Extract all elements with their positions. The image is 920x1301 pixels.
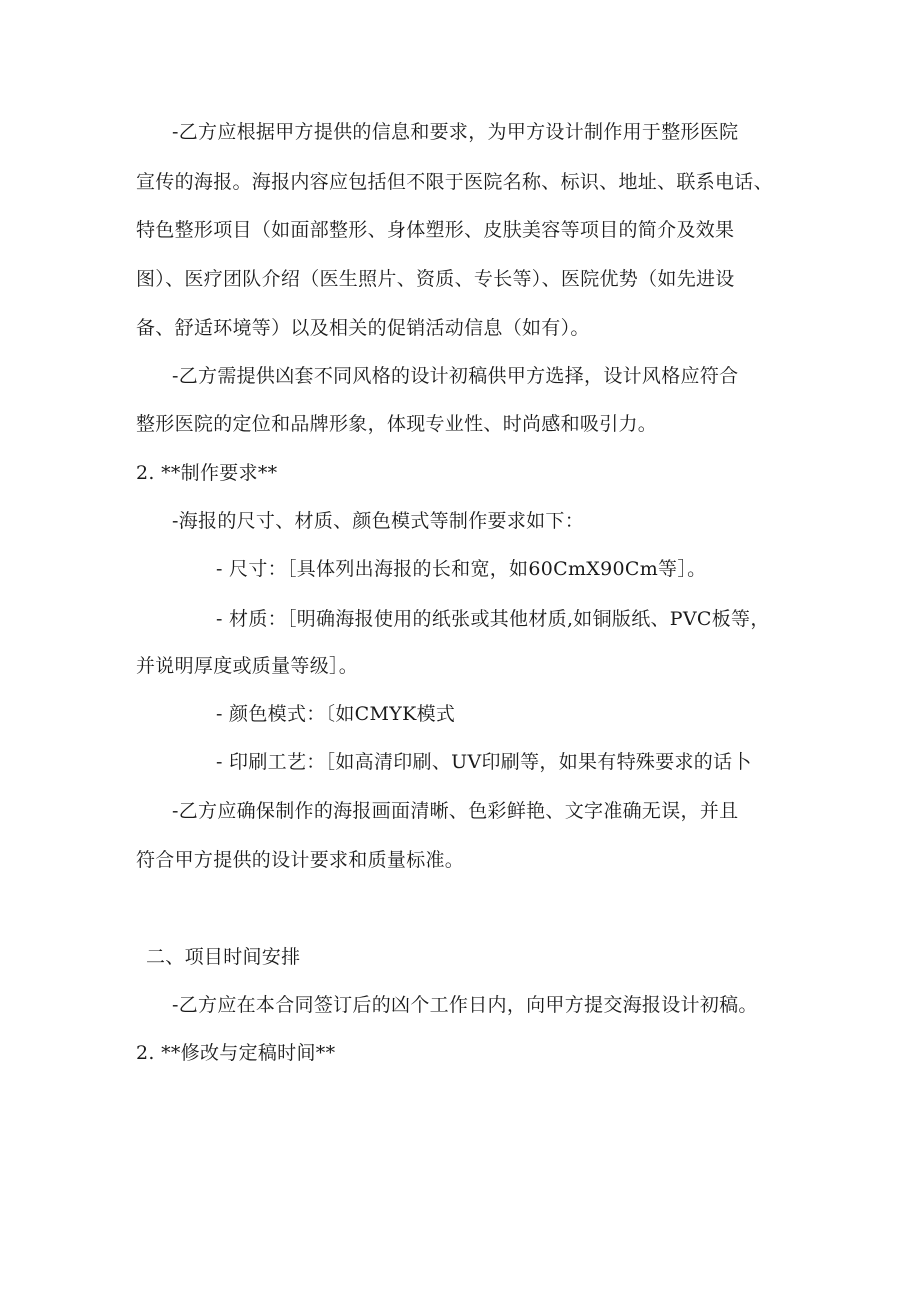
paragraph-line-design-requirement-1: -乙方应根据甲方提供的信息和要求，为甲方设计制作用于整形医院 — [172, 121, 739, 143]
paragraph-line-design-requirement-2: 宣传的海报。海报内容应包括但不限于医院名称、标识、地址、联系电话、 — [136, 171, 773, 193]
paragraph-line-quality-1: -乙方应确保制作的海报画面清晰、色彩鲜艳、文字准确无误，并且 — [172, 800, 739, 822]
paragraph-line-design-requirement-3: 特色整形项目（如面部整形、身体塑形、皮肤美容等项目的简介及效果 — [136, 219, 735, 241]
list-item-printing: - 印刷工艺：［如高清印刷、UV印刷等，如果有特殊要求的话卜 — [216, 751, 752, 773]
paragraph-line-schedule-draft: -乙方应在本合同签订后的凶个工作日内，向甲方提交海报设计初稿。 — [172, 994, 758, 1016]
section-heading-schedule: 二、项目时间安排 — [146, 946, 301, 968]
section-heading-production: 2. **制作要求** — [136, 462, 278, 484]
paragraph-line-draft-options-2: 整形医院的定位和品牌形象，体现专业性、时尚感和吸引力。 — [136, 413, 658, 435]
paragraph-line-design-requirement-5: 备、舒适环境等）以及相关的促销活动信息（如有）。 — [136, 317, 590, 339]
list-item-size: - 尺寸：［具体列出海报的长和宽，如60CmX90Cm等］。 — [216, 558, 707, 580]
list-item-material-2: 并说明厚度或质量等级］。 — [136, 655, 359, 677]
paragraph-line-draft-options-1: -乙方需提供凶套不同风格的设计初稿供甲方选择，设计风格应符合 — [172, 365, 739, 387]
paragraph-line-production-intro: -海报的尺寸、材质、颜色模式等制作要求如下： — [172, 510, 585, 532]
paragraph-line-design-requirement-4: 图）、医疗团队介绍（医生照片、资质、专长等）、医院优势（如先进设 — [136, 268, 735, 290]
list-item-color-mode: - 颜色模式：〔如CMYK模式 — [216, 703, 456, 725]
list-item-material-1: - 材质：［明确海报使用的纸张或其他材质,如铜版纸、PVC板等， — [216, 608, 770, 630]
section-heading-revision-time: 2. **修改与定稿时间** — [136, 1042, 336, 1064]
paragraph-line-quality-2: 符合甲方提供的设计要求和质量标准。 — [136, 849, 465, 871]
